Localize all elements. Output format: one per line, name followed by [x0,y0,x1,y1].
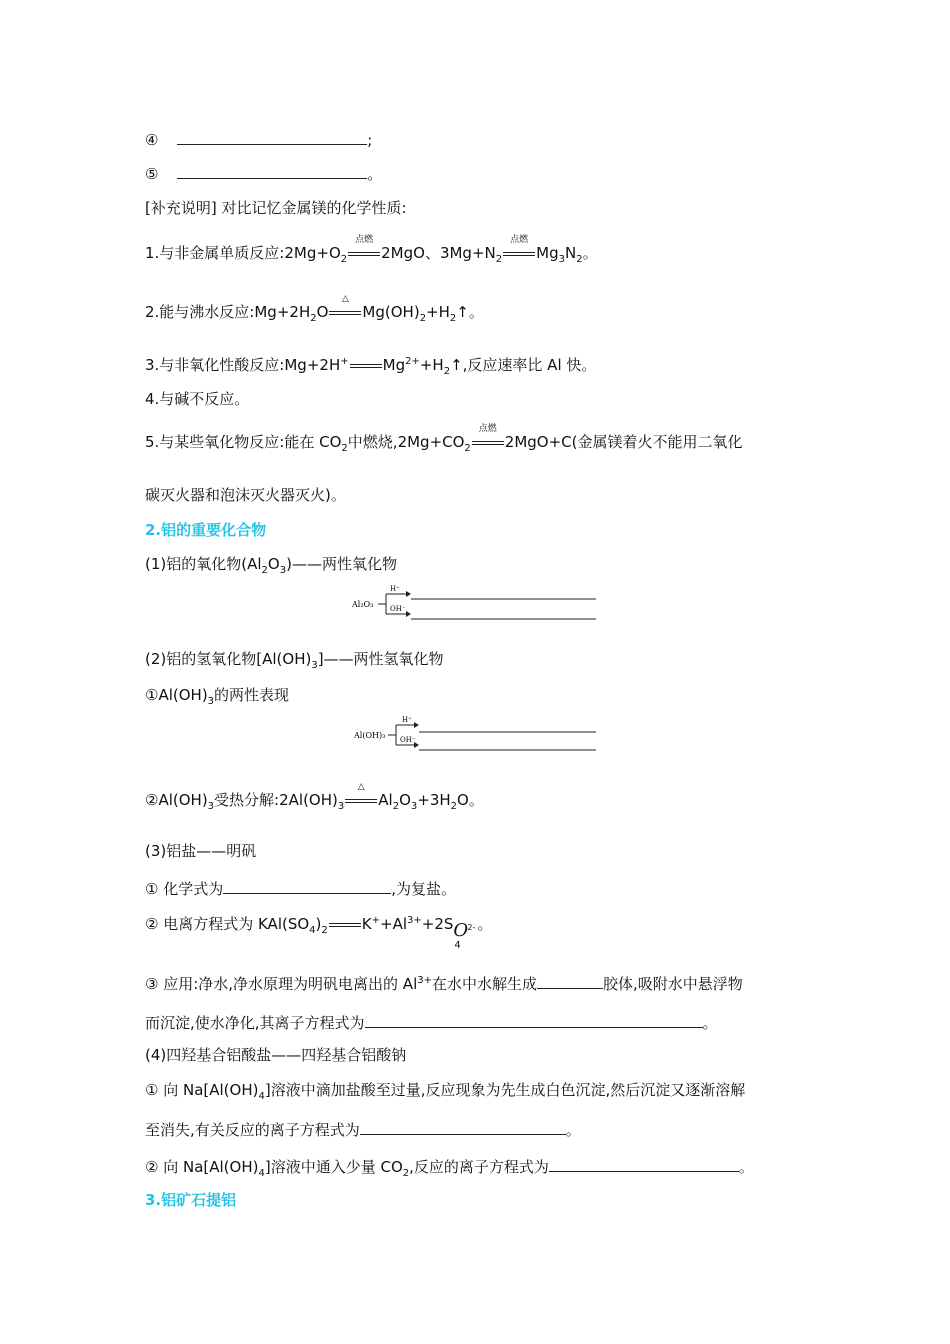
oxide-reaction-diagram [350,582,600,628]
item-5-line: ⑤ 。 [145,162,382,184]
diagram-base-label: OH⁻ [390,605,406,613]
tetrahydroxo-q2-line: ② 向 $Na[Al(OH)_4]$溶液中通入少量 $CO_2$,反应的离子方程式为 。 [145,1155,754,1177]
hydroxide-amphoteric-line: $①Al(OH)_3$的两性表现 [145,686,290,707]
item-5-marker: ⑤ [145,165,159,183]
answer-blank-5[interactable] [177,162,367,179]
reaction-arrow: 点燃 [503,248,535,260]
item-4-marker: ④ [145,131,159,149]
reaction-arrow: 点燃 [472,437,504,449]
item-4-line: ④ ; [145,128,372,150]
reaction-arrow: 点燃 [348,248,380,260]
hydroxide-reaction-diagram [352,712,602,758]
reaction-arrow: △ [345,795,377,807]
subsection-alum: (3)铝盐——明矾 [145,842,257,860]
diagram-acid-label: H⁺ [402,716,412,724]
answer-blank-co2-eq[interactable] [549,1155,739,1172]
supplement-line-4: 4.与碱不反应。 [145,390,250,408]
reaction-arrow [329,919,361,931]
supplement-line-5: 5.与某些氧化物反应:能在 $CO_2$中燃烧$,2Mg+CO_2$ 点燃 2MgO+C(金属镁着火不能用二氧化 [145,423,743,454]
answer-blank-hcl-eq[interactable] [360,1118,566,1135]
alum-application-line: ③ 应用:净水,净水原理为明矾电离出的 $Al^{3+}$在水中水解生成 胶体,吸附水中悬浮物 [145,972,743,994]
subsection-hydroxide: (2)铝的氢氧化物$[Al(OH)_3]——$两性氢氧化物 [145,650,444,671]
sulfate-stack: O 4 2- [453,920,476,951]
subsection-oxide: (1)铝的氧化物$(Al_2O_3)——$两性氧化物 [145,555,397,576]
subsection-tetrahydroxoaluminate: (4)四羟基合铝酸盐——四羟基合铝酸钠 [145,1046,407,1064]
supplement-line-2: 2.能与沸水反应$:Mg+2H_2O$ △ $Mg(OH)_2+H_2↑$。 [145,293,484,324]
answer-blank-colloid[interactable] [537,972,603,989]
diagram-acid-label: H⁺ [390,585,400,593]
answer-blank-4[interactable] [177,128,367,145]
diagram-base-label: OH⁻ [400,736,416,744]
reaction-arrow: △ [329,307,361,319]
tetrahydroxo-q1-line: ① 向 $Na[Al(OH)_4]$溶液中滴加盐酸至过量,反应现象为先生成白色沉淀,然后沉淀又逐渐溶解 [145,1081,746,1102]
supplement-line-1: 1.与非金属单质反应$:2Mg+O_2$ 点燃 2MgO、$3Mg+N_2$ 点燃 $Mg_3N_2$。 [145,234,598,265]
hydroxide-decomposition-line: $②Al(OH)_3$受热分解$:2Al(OH)_3$ △ $Al_2O_3+3H_2O$。 [145,781,484,812]
answer-blank-alum-formula[interactable] [223,877,391,894]
supplement-intro: [补充说明] 对比记忆金属镁的化学性质: [145,199,407,217]
diagram-reactant-label: Al₂O₃ [352,600,374,609]
tetrahydroxo-q1-line-2: 至消失,有关反应的离子方程式为 。 [145,1118,581,1140]
alum-formula-line: ① 化学式为 ,为复盐。 [145,877,456,899]
supplement-line-3: 3.与非氧化性酸反应:Mg+2H+ $Mg^{2+}+H_2↑$,反应速率比 Al 快。 [145,356,597,377]
section-heading-aluminium-compounds: 2.铝的重要化合物 [145,521,267,539]
diagram-reactant-label: Al(OH)₃ [354,731,386,740]
reaction-arrow [350,360,382,372]
alum-application-line-2: 而沉淀,使水净化,其离子方程式为 。 [145,1011,718,1033]
alum-ionization-line: ② 电离方程式为 $KAl(SO_4)_2$ $K^++Al^{3+}+2S$ O 4 2- 。 [145,915,493,951]
supplement-title: [补充说明] [145,199,217,217]
answer-blank-alum-ionic-eq[interactable] [365,1011,703,1028]
section-heading-aluminium-extraction: 3.铝矿石提铝 [145,1191,237,1209]
supplement-line-5-cont: 碳灭火器和泡沫灭火器灭火)。 [145,486,346,504]
